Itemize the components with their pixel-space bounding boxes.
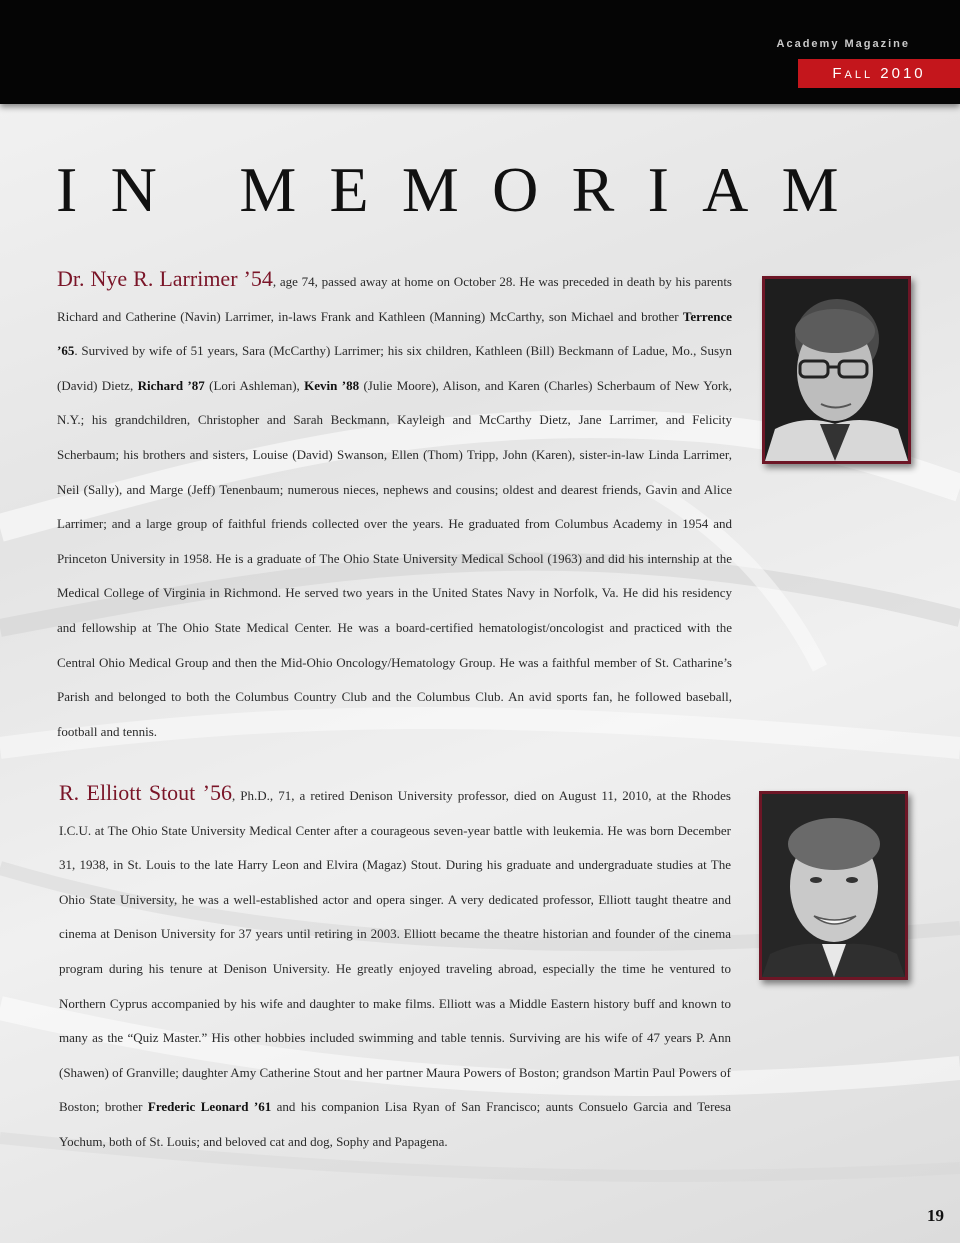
issue-badge	[798, 59, 960, 88]
page-title: IN MEMORIAM	[56, 154, 872, 225]
portrait-photo-larrimer	[762, 276, 911, 464]
portrait-photo-stout	[759, 791, 908, 980]
obituary-text: . Survived by wife of 51 years, Sara (McCarthy) Larrimer; his six children, Kathleen (Bill) Beckmann of Ladue, Mo., Susyn (David) Dietz,	[57, 343, 732, 393]
obituary-text: (Julie Moore), Alison, and Karen (Charles) Scherbaum of New York, N.Y.; his grandchildren, Christopher and Sarah Beckmann, Kayleigh and McCarthy Dietz, Jane Larrimer, and Felicity Scherbaum; his brothers and sisters, Louise (David) Swanson, Ellen (Thom) Tripp, John (Karen), sister-in-law Linda Larrimer, Neil (Sally), and Marge (Jeff) Tenenbaum; numerous nieces, nephews and cousins; oldest and dearest friends, Gavin and Alice Larrimer; and a large group of faithful friends collected over the years. He graduated from Columbus Academy in 1954 and Princeton University in 1958. He is a graduate of The Ohio State University Medical School (1963) and did his internship at the Medical College of Virginia in Richmond. He served two years in the United States Navy in Norfolk, Va. He did his residency and fellowship at The Ohio State Medical Center. He was a board-certified hematologist/oncologist and practiced with the Central Ohio Medical Group and then the Mid-Ohio Oncology/Hematology Group. He was a faithful member of St. Catharine’s Parish and belonged to both the Columbus Country Club and the Columbus Club. An avid sports fan, he followed baseball, football and tennis.	[57, 377, 732, 739]
page-number: 19	[927, 1206, 944, 1225]
relative-name: Kevin ’88	[304, 377, 360, 393]
magazine-name: Academy Magazine	[776, 38, 910, 50]
obituary-larrimer	[57, 262, 732, 749]
relative-name: Frederic Leonard ’61	[147, 1099, 272, 1115]
relative-name: Richard ’87	[137, 377, 205, 393]
issue-label: Fall 2010	[832, 65, 926, 82]
relative-name: Terrence ’65	[57, 308, 732, 359]
obituary-name: R. Elliott Stout ’56	[59, 780, 232, 805]
header-bar	[0, 0, 960, 104]
obituary-text: , Ph.D., 71, a retired Denison University professor, died on August 11, 2010, at the Rhodes I.C.U. at The Ohio State University Medical Center after a courageous seven-year battle with leukemia. He was born December 31, 1938, in St. Louis to the late Harry Leon and Elvira (Magaz) Stout. During his graduate and undergraduate studies at The Ohio State University, he was a well-established actor and opera singer. A very dedicated professor, Elliott taught theatre and cinema at Denison University for 37 years until retiring in 2003. Elliott became the theatre historian and founder of the cinema program during his tenure at Denison University. He greatly enjoyed traveling abroad, especially the time he ventured to Northern Cyprus accompanied by his wife and daughter to make films. Elliott was a Middle Eastern history buff and known to many as the “Quiz Master.” His other hobbies included swimming and table tennis. Surviving are his wife of 47 years P. Ann (Shawen) of Granville; daughter Amy Catherine Stout and her partner Maura Powers of Boston; grandson Martin Paul Powers of Boston; brother	[59, 788, 731, 1115]
obituary-text: (Lori Ashleman),	[204, 377, 305, 393]
obituary-text: and his companion Lisa Ryan of San Francisco; aunts Consuelo Garcia and Teresa Yochum, both of St. Louis; and beloved cat and dog, Sophy and Papagena.	[59, 1099, 731, 1149]
obituary-name: Dr. Nye R. Larrimer ’54	[57, 266, 273, 291]
obituary-stout	[59, 776, 731, 1160]
obituary-text: , age 74, passed away at home on October 28. He was preceded in death by his parents Richard and Catherine (Navin) Larrimer, in-laws Frank and Kathleen (Manning) McCarthy, son Michael and brother	[57, 274, 732, 324]
